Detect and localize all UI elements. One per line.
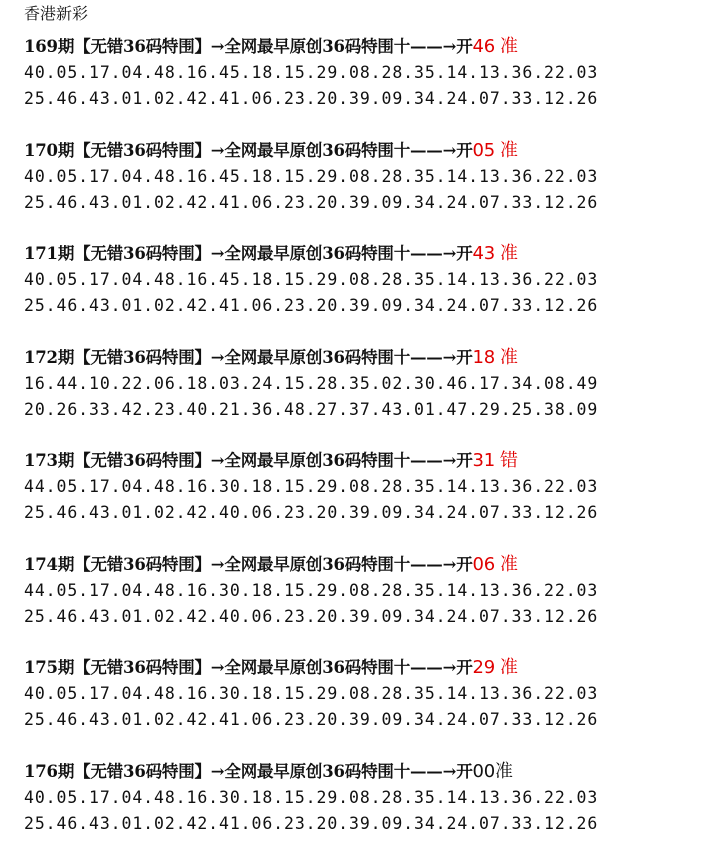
result-verdict: 准 bbox=[495, 761, 513, 782]
record-heading bbox=[24, 34, 708, 60]
heading-text: 170期【无错36码特围】→全网最早原创36码特围十——→开 bbox=[24, 141, 473, 160]
record-171 bbox=[24, 241, 708, 345]
heading-text: 176期【无错36码特围】→全网最早原创36码特围十——→开 bbox=[24, 762, 473, 781]
number-row-2: 25.46.43.01.02.42.40.06.23.20.39.09.34.24.07.33.12.26 bbox=[24, 500, 708, 526]
record-170 bbox=[24, 138, 708, 242]
number-row-1: 44.05.17.04.48.16.30.18.15.29.08.28.35.14.13.36.22.03 bbox=[24, 578, 708, 604]
record-176 bbox=[24, 759, 708, 862]
record-list bbox=[24, 34, 708, 862]
record-heading bbox=[24, 655, 708, 681]
record-169 bbox=[24, 34, 708, 138]
heading-text: 171期【无错36码特围】→全网最早原创36码特围十——→开 bbox=[24, 244, 473, 263]
record-173 bbox=[24, 448, 708, 552]
record-heading bbox=[24, 241, 708, 267]
result-number: 31 bbox=[473, 450, 496, 471]
number-row-2: 20.26.33.42.23.40.21.36.48.27.37.43.01.47.29.25.38.09 bbox=[24, 397, 708, 423]
result-number: 05 bbox=[473, 140, 496, 161]
heading-text: 175期【无错36码特围】→全网最早原创36码特围十——→开 bbox=[24, 658, 473, 677]
heading-text: 169期【无错36码特围】→全网最早原创36码特围十——→开 bbox=[24, 37, 473, 56]
result-number: 46 bbox=[473, 36, 496, 57]
result-verdict: 准 bbox=[500, 347, 518, 368]
number-row-1: 40.05.17.04.48.16.45.18.15.29.08.28.35.14.13.36.22.03 bbox=[24, 164, 708, 190]
heading-text: 174期【无错36码特围】→全网最早原创36码特围十——→开 bbox=[24, 555, 473, 574]
number-row-2: 25.46.43.01.02.42.41.06.23.20.39.09.34.24.07.33.12.26 bbox=[24, 86, 708, 112]
result-verdict: 准 bbox=[500, 36, 518, 57]
heading-text: 172期【无错36码特围】→全网最早原创36码特围十——→开 bbox=[24, 348, 473, 367]
number-row-1: 40.05.17.04.48.16.30.18.15.29.08.28.35.14.13.36.22.03 bbox=[24, 785, 708, 811]
number-row-1: 44.05.17.04.48.16.30.18.15.29.08.28.35.14.13.36.22.03 bbox=[24, 474, 708, 500]
page-title: 香港新彩 bbox=[24, 2, 88, 26]
number-row-1: 40.05.17.04.48.16.45.18.15.29.08.28.35.14.13.36.22.03 bbox=[24, 60, 708, 86]
record-heading bbox=[24, 345, 708, 371]
result-verdict: 准 bbox=[500, 657, 518, 678]
result-verdict: 准 bbox=[500, 243, 518, 264]
number-row-2: 25.46.43.01.02.42.41.06.23.20.39.09.34.24.07.33.12.26 bbox=[24, 811, 708, 837]
number-row-2: 25.46.43.01.02.42.41.06.23.20.39.09.34.24.07.33.12.26 bbox=[24, 293, 708, 319]
record-heading bbox=[24, 448, 708, 474]
result-number: 00 bbox=[473, 761, 496, 782]
result-number: 06 bbox=[473, 554, 496, 575]
heading-text: 173期【无错36码特围】→全网最早原创36码特围十——→开 bbox=[24, 451, 473, 470]
record-heading bbox=[24, 552, 708, 578]
number-row-2: 25.46.43.01.02.42.40.06.23.20.39.09.34.24.07.33.12.26 bbox=[24, 604, 708, 630]
number-row-1: 40.05.17.04.48.16.30.18.15.29.08.28.35.14.13.36.22.03 bbox=[24, 681, 708, 707]
number-row-2: 25.46.43.01.02.42.41.06.23.20.39.09.34.24.07.33.12.26 bbox=[24, 190, 708, 216]
record-175 bbox=[24, 655, 708, 759]
record-heading bbox=[24, 138, 708, 164]
result-number: 18 bbox=[473, 347, 496, 368]
number-row-2: 25.46.43.01.02.42.41.06.23.20.39.09.34.24.07.33.12.26 bbox=[24, 707, 708, 733]
result-number: 43 bbox=[473, 243, 496, 264]
result-verdict: 准 bbox=[500, 140, 518, 161]
record-heading bbox=[24, 759, 708, 785]
number-row-1: 40.05.17.04.48.16.45.18.15.29.08.28.35.14.13.36.22.03 bbox=[24, 267, 708, 293]
record-172 bbox=[24, 345, 708, 449]
record-174 bbox=[24, 552, 708, 656]
result-verdict: 准 bbox=[500, 554, 518, 575]
number-row-1: 16.44.10.22.06.18.03.24.15.28.35.02.30.46.17.34.08.49 bbox=[24, 371, 708, 397]
result-number: 29 bbox=[473, 657, 496, 678]
result-verdict: 错 bbox=[500, 450, 518, 471]
